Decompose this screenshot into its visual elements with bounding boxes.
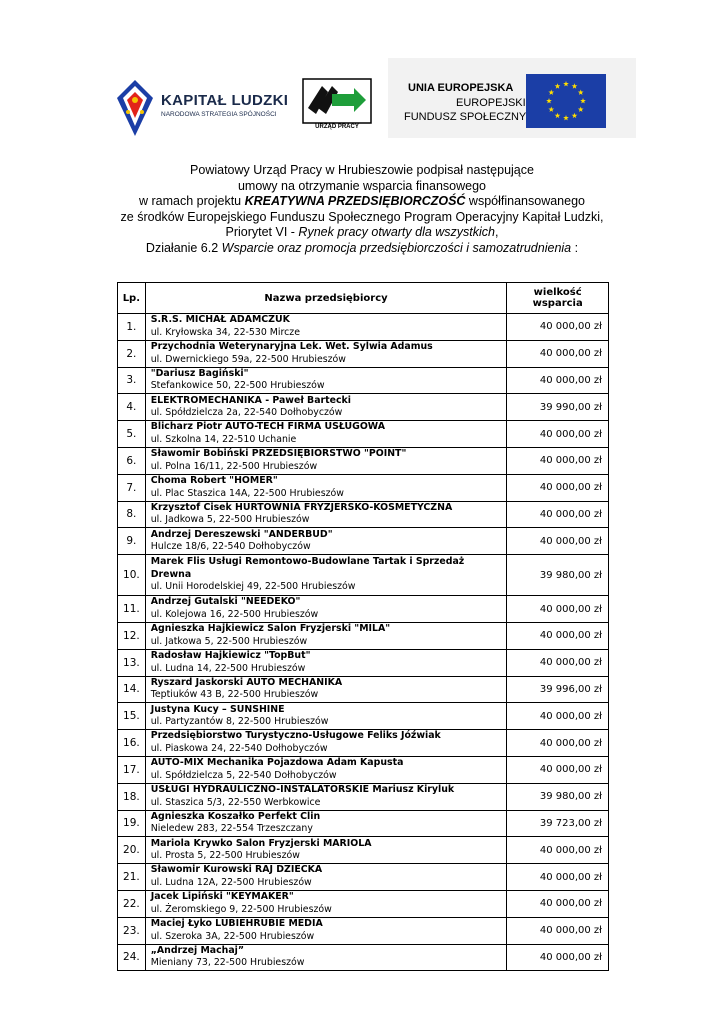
row-entrepreneur bbox=[145, 837, 507, 864]
table-body bbox=[118, 314, 609, 971]
support-amount: 40 000,00 zł bbox=[507, 596, 609, 623]
entrepreneur-address: ul. Szkolna 14, 22-510 Uchanie bbox=[150, 434, 297, 446]
row-entrepreneur bbox=[145, 447, 507, 474]
entrepreneur-name: AUTO-MIX Mechanika Pojazdowa Adam Kapusta bbox=[150, 757, 404, 769]
row-number: 17. bbox=[118, 756, 146, 783]
entrepreneur-name: "Dariusz Bagiński" bbox=[150, 367, 249, 379]
entrepreneur-address: ul. Prosta 5, 22-500 Hrubieszów bbox=[150, 850, 300, 862]
entrepreneur-name: Andrzej Dereszewski "ANDERBUD" bbox=[150, 528, 333, 540]
support-amount: 40 000,00 zł bbox=[507, 421, 609, 448]
support-amount: 40 000,00 zł bbox=[507, 756, 609, 783]
entrepreneur-name: Blicharz Piotr AUTO-TECH FIRMA USŁUGOWA bbox=[150, 421, 385, 433]
support-amount: 39 980,00 zł bbox=[507, 783, 609, 810]
project-name: KREATYWNA PRZEDSIĘBIORCZOŚĆ bbox=[244, 194, 466, 208]
logo-bar bbox=[0, 50, 724, 140]
row-entrepreneur bbox=[145, 676, 507, 703]
row-entrepreneur bbox=[145, 367, 507, 394]
row-number: 1. bbox=[118, 314, 146, 341]
eu-star-icon bbox=[578, 107, 584, 112]
beneficiaries-table bbox=[117, 282, 609, 971]
support-amount: 39 990,00 zł bbox=[507, 394, 609, 421]
table-row bbox=[118, 783, 609, 810]
table-row bbox=[118, 890, 609, 917]
support-amount: 40 000,00 zł bbox=[507, 340, 609, 367]
urzad-pracy-label: URZĄD PRACY bbox=[315, 124, 359, 130]
entrepreneur-address: ul. Ludna 12A, 22-500 Hrubieszów bbox=[150, 877, 312, 889]
eu-star-icon bbox=[555, 83, 561, 88]
row-entrepreneur bbox=[145, 394, 507, 421]
eu-star-icon bbox=[548, 107, 554, 112]
table-row bbox=[118, 528, 609, 555]
support-amount: 40 000,00 zł bbox=[507, 649, 609, 676]
entrepreneur-address: ul. Żeromskiego 9, 22-500 Hrubieszów bbox=[150, 903, 332, 915]
table-row bbox=[118, 340, 609, 367]
support-amount: 40 000,00 zł bbox=[507, 864, 609, 891]
row-number: 9. bbox=[118, 528, 146, 555]
header-amount-line2: wsparcia bbox=[532, 298, 583, 309]
table-row bbox=[118, 474, 609, 501]
table-row bbox=[118, 917, 609, 944]
row-number: 10. bbox=[118, 555, 146, 596]
entrepreneur-name: Mariola Krywko Salon Fryzjerski MARIOLA bbox=[150, 837, 372, 849]
table-row bbox=[118, 447, 609, 474]
entrepreneur-address: ul. Spółdzielcza 2a, 22-540 Dołhobyczów bbox=[150, 407, 343, 419]
support-amount: 39 980,00 zł bbox=[507, 555, 609, 596]
intro-line-3c: współfinansowanego bbox=[465, 194, 585, 208]
row-number: 12. bbox=[118, 622, 146, 649]
eu-star-icon bbox=[555, 113, 561, 118]
entrepreneur-address: Stefankowice 50, 22-500 Hrubieszów bbox=[150, 380, 325, 392]
eu-logo bbox=[388, 58, 636, 138]
table-row bbox=[118, 730, 609, 757]
row-number: 13. bbox=[118, 649, 146, 676]
entrepreneur-name: Maciej Łyko LUBIEHRUBIE MEDIA bbox=[150, 918, 323, 930]
entrepreneur-address: ul. Unii Horodelskiej 49, 22-500 Hrubieszów bbox=[150, 581, 356, 593]
eu-star-icon bbox=[580, 98, 586, 103]
entrepreneur-address: ul. Polna 16/11, 22-500 Hrubieszów bbox=[150, 460, 318, 472]
support-amount: 39 996,00 zł bbox=[507, 676, 609, 703]
table-row bbox=[118, 555, 609, 596]
row-number: 22. bbox=[118, 890, 146, 917]
header-name: Nazwa przedsiębiorcy bbox=[145, 283, 507, 314]
eu-flag-icon bbox=[526, 74, 606, 128]
entrepreneur-address: ul. Dwernickiego 59a, 22-500 Hrubieszów bbox=[150, 353, 346, 365]
header-amount bbox=[507, 283, 609, 314]
table-row bbox=[118, 703, 609, 730]
entrepreneur-address: ul. Plac Staszica 14A, 22-500 Hrubieszów bbox=[150, 487, 344, 499]
support-amount: 40 000,00 zł bbox=[507, 837, 609, 864]
entrepreneur-address: Hulcze 18/6, 22-540 Dołhobyczów bbox=[150, 541, 311, 553]
table-row bbox=[118, 837, 609, 864]
support-amount: 40 000,00 zł bbox=[507, 944, 609, 971]
row-entrepreneur bbox=[145, 703, 507, 730]
eu-star-icon bbox=[548, 90, 554, 95]
priority-name: Rynek pracy otwarty dla wszystkich bbox=[298, 225, 496, 239]
entrepreneur-address: ul. Staszica 5/3, 22-550 Werbkowice bbox=[150, 796, 321, 808]
row-entrepreneur bbox=[145, 944, 507, 971]
entrepreneur-name: S.R.S. MICHAŁ ADAMCZUK bbox=[150, 314, 290, 326]
entrepreneur-address: ul. Kolejowa 16, 22-500 Hrubieszów bbox=[150, 609, 319, 621]
row-number: 2. bbox=[118, 340, 146, 367]
support-amount: 40 000,00 zł bbox=[507, 474, 609, 501]
table-row bbox=[118, 421, 609, 448]
row-entrepreneur bbox=[145, 622, 507, 649]
entrepreneur-name: Agnieszka Hajkiewicz Salon Fryzjerski "MILA" bbox=[150, 623, 391, 635]
intro-line-1: Powiatowy Urząd Pracy w Hrubieszowie podpisał następujące bbox=[190, 163, 534, 177]
row-number: 16. bbox=[118, 730, 146, 757]
eu-star-icon bbox=[572, 113, 578, 118]
entrepreneur-address: ul. Ludna 14, 22-500 Hrubieszów bbox=[150, 662, 306, 674]
row-entrepreneur bbox=[145, 756, 507, 783]
entrepreneur-name: USŁUGI HYDRAULICZNO-INSTALATORSKIE Mariusz Kiryluk bbox=[150, 784, 455, 796]
row-entrepreneur bbox=[145, 890, 507, 917]
table-row bbox=[118, 810, 609, 837]
entrepreneur-address: ul. Jadkowa 5, 22-500 Hrubieszów bbox=[150, 514, 310, 526]
kapital-ludzki-title: KAPITAŁ LUDZKI bbox=[161, 92, 289, 109]
entrepreneur-address: ul. Spółdzielcza 5, 22-540 Dołhobyczów bbox=[150, 769, 337, 781]
entrepreneur-name: Justyna Kucy – SUNSHINE bbox=[150, 703, 285, 715]
table-row bbox=[118, 394, 609, 421]
intro-line-5a: Priorytet VI - bbox=[225, 225, 299, 239]
intro-line-2: umowy na otrzymanie wsparcia finansowego bbox=[237, 178, 487, 193]
row-number: 11. bbox=[118, 596, 146, 623]
row-entrepreneur bbox=[145, 596, 507, 623]
table-row bbox=[118, 676, 609, 703]
intro-line-6c: : bbox=[571, 240, 579, 255]
row-number: 24. bbox=[118, 944, 146, 971]
support-amount: 40 000,00 zł bbox=[507, 890, 609, 917]
table-row bbox=[118, 501, 609, 528]
table-row bbox=[118, 864, 609, 891]
eu-title: UNIA EUROPEJSKA bbox=[408, 82, 514, 94]
intro-line-4: ze środków Europejskiego Funduszu Społecznego Program Operacyjny Kapitał Ludzki, bbox=[120, 209, 604, 224]
support-amount: 39 723,00 zł bbox=[507, 810, 609, 837]
entrepreneur-name: Choma Robert "HOMER" bbox=[150, 475, 278, 487]
support-amount: 40 000,00 zł bbox=[507, 528, 609, 555]
table-row bbox=[118, 622, 609, 649]
table-row bbox=[118, 756, 609, 783]
table-header-row bbox=[118, 283, 609, 314]
entrepreneur-address: Teptiuków 43 B, 22-500 Hrubieszów bbox=[150, 689, 319, 701]
row-entrepreneur bbox=[145, 864, 507, 891]
kapital-ludzki-tagline: NARODOWA STRATEGIA SPÓJNOŚCI bbox=[161, 111, 277, 118]
support-amount: 40 000,00 zł bbox=[507, 622, 609, 649]
entrepreneur-address: Mieniany 73, 22-500 Hrubieszów bbox=[150, 957, 305, 969]
support-amount: 40 000,00 zł bbox=[507, 314, 609, 341]
table-row bbox=[118, 596, 609, 623]
intro-line-3a: w ramach projektu bbox=[139, 194, 245, 208]
row-number: 20. bbox=[118, 837, 146, 864]
entrepreneur-name: Agnieszka Koszałko Perfekt Clin bbox=[150, 810, 321, 822]
eu-star-icon bbox=[563, 81, 569, 86]
entrepreneur-address: Nieledew 283, 22-554 Trzeszczany bbox=[150, 823, 313, 835]
intro-line-6a: Działanie 6.2 bbox=[145, 240, 222, 255]
row-entrepreneur bbox=[145, 649, 507, 676]
table-row bbox=[118, 944, 609, 971]
eu-star-icon bbox=[546, 98, 552, 103]
support-amount: 40 000,00 zł bbox=[507, 730, 609, 757]
entrepreneur-name: Sławomir Bobiński PRZEDSIĘBIORSTWO "POINT" bbox=[150, 448, 407, 460]
row-number: 8. bbox=[118, 501, 146, 528]
row-number: 4. bbox=[118, 394, 146, 421]
urzad-pracy-emblem-icon bbox=[302, 78, 372, 124]
table-row bbox=[118, 314, 609, 341]
header-amount-line1: wielkość bbox=[533, 287, 582, 298]
row-entrepreneur bbox=[145, 474, 507, 501]
support-amount: 40 000,00 zł bbox=[507, 447, 609, 474]
table-row bbox=[118, 649, 609, 676]
entrepreneur-name: Andrzej Gutalski "NEEDEKO" bbox=[150, 596, 301, 608]
entrepreneur-address: ul. Jatkowa 5, 22-500 Hrubieszów bbox=[150, 635, 308, 647]
row-number: 23. bbox=[118, 917, 146, 944]
eu-fund-line2: FUNDUSZ SPOŁECZNY bbox=[404, 111, 527, 123]
row-number: 7. bbox=[118, 474, 146, 501]
entrepreneur-name: Marek Flis Usługi Remontowo-Budowlane Tartak i Sprzedaż Drewna bbox=[150, 556, 465, 580]
kapital-ludzki-emblem-icon bbox=[113, 78, 157, 138]
support-amount: 40 000,00 zł bbox=[507, 367, 609, 394]
eu-fund-line1: EUROPEJSKI bbox=[456, 97, 526, 109]
row-entrepreneur bbox=[145, 730, 507, 757]
row-number: 5. bbox=[118, 421, 146, 448]
intro-text bbox=[60, 163, 664, 256]
row-number: 14. bbox=[118, 676, 146, 703]
entrepreneur-name: Krzysztof Cisek HURTOWNIA FRYZJERSKO-KOSMETYCZNA bbox=[150, 501, 453, 513]
row-number: 3. bbox=[118, 367, 146, 394]
row-entrepreneur bbox=[145, 421, 507, 448]
support-amount: 40 000,00 zł bbox=[507, 703, 609, 730]
table-row bbox=[118, 367, 609, 394]
row-entrepreneur bbox=[145, 501, 507, 528]
entrepreneur-name: Ryszard Jaskorski AUTO MECHANIKA bbox=[150, 676, 343, 688]
entrepreneur-address: ul. Piaskowa 24, 22-540 Dołhobyczów bbox=[150, 743, 328, 755]
row-number: 19. bbox=[118, 810, 146, 837]
row-entrepreneur bbox=[145, 917, 507, 944]
row-number: 6. bbox=[118, 447, 146, 474]
action-name: Wsparcie oraz promocja przedsiębiorczości i samozatrudnienia bbox=[221, 240, 572, 255]
row-entrepreneur bbox=[145, 528, 507, 555]
entrepreneur-name: ELEKTROMECHANIKA - Paweł Bartecki bbox=[150, 394, 352, 406]
row-entrepreneur bbox=[145, 314, 507, 341]
row-number: 15. bbox=[118, 703, 146, 730]
entrepreneur-name: Jacek Lipiński "KEYMAKER" bbox=[150, 891, 294, 903]
row-entrepreneur bbox=[145, 340, 507, 367]
entrepreneur-address: ul. Kryłowska 34, 22-530 Mircze bbox=[150, 326, 300, 338]
intro-line-5c: , bbox=[495, 225, 499, 239]
row-entrepreneur bbox=[145, 783, 507, 810]
entrepreneur-name: „Andrzej Machaj” bbox=[150, 944, 245, 956]
urzad-pracy-logo bbox=[302, 78, 372, 140]
eu-star-icon bbox=[563, 115, 569, 120]
entrepreneur-name: Sławomir Kurowski RAJ DZIECKA bbox=[150, 864, 323, 876]
entrepreneur-name: Radosław Hajkiewicz "TopBut" bbox=[150, 650, 311, 662]
row-number: 21. bbox=[118, 864, 146, 891]
eu-star-icon bbox=[572, 83, 578, 88]
support-amount: 40 000,00 zł bbox=[507, 917, 609, 944]
entrepreneur-address: ul. Szeroka 3A, 22-500 Hrubieszów bbox=[150, 930, 315, 942]
row-entrepreneur bbox=[145, 810, 507, 837]
entrepreneur-name: Przychodnia Weterynaryjna Lek. Wet. Sylwia Adamus bbox=[150, 341, 433, 353]
support-amount: 40 000,00 zł bbox=[507, 501, 609, 528]
header-lp: Lp. bbox=[118, 283, 146, 314]
row-number: 18. bbox=[118, 783, 146, 810]
entrepreneur-name: Przedsiębiorstwo Turystyczno-Usługowe Feliks Jóźwiak bbox=[150, 730, 441, 742]
entrepreneur-address: ul. Partyzantów 8, 22-500 Hrubieszów bbox=[150, 716, 329, 728]
kapital-ludzki-logo bbox=[113, 78, 293, 138]
row-entrepreneur bbox=[145, 555, 507, 596]
eu-star-icon bbox=[578, 90, 584, 95]
